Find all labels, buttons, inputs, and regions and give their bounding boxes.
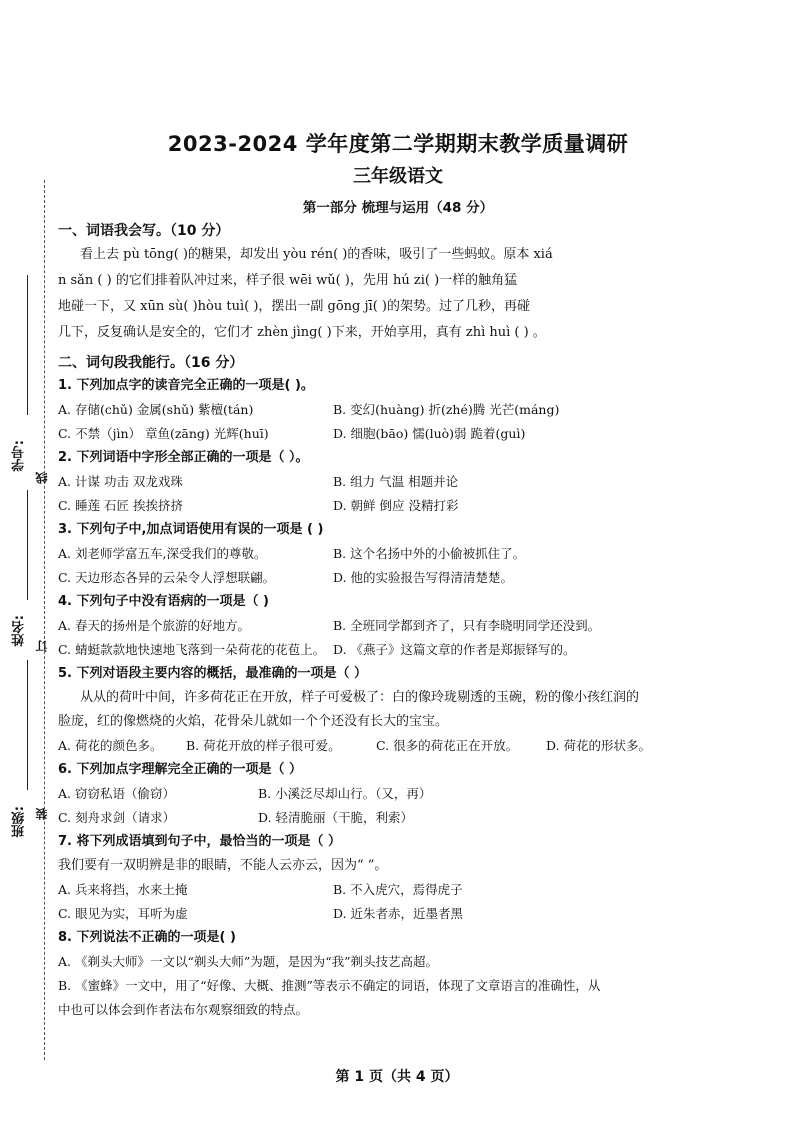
option-d: D. 近朱者赤，近墨者黑 — [333, 906, 464, 921]
option-d: D. 轻清脆丽（干脆，利索） — [258, 810, 414, 825]
question-5-options — [58, 734, 738, 758]
class-label: 班级: — [12, 806, 27, 838]
binding-dashed-line — [44, 180, 45, 1060]
option-c: C. 眼见为实，耳听为虚 — [58, 906, 188, 921]
binding-margin — [0, 0, 60, 1124]
option-c: C. 睡莲 石匠 挨挨挤挤 — [58, 498, 184, 513]
binding-mark-ding: 订 — [35, 640, 49, 652]
exam-title: 2023-2024 学年度第二学期期末教学质量调研 — [167, 132, 629, 156]
option-a: A. 计谋 功击 双龙戏珠 — [58, 474, 183, 489]
name-label: 姓名: — [12, 615, 27, 647]
question-1-options — [58, 398, 738, 422]
page-number: 第 1 页（共 4 页） — [335, 1069, 459, 1085]
section1-line: 地碰一下，又 xūn sù( )hòu tuì( )，摆出一副 gōng jī( )的架势。过了几秒，再碰 — [58, 299, 530, 314]
question-5-passage: 从从的荷叶中间，许多荷花正在开放，样子可爱极了：白的像玲珑剔透的玉碗，粉的像小孩红润的 — [80, 690, 640, 705]
option-b: B. 全班同学都到齐了，只有李晓明同学还没到。 — [333, 618, 601, 633]
question-8-stem: 8. 下列说法不正确的一项是( ) — [58, 930, 236, 945]
option-d: D. 荷花的形状多。 — [546, 738, 652, 753]
question-4-options — [58, 638, 738, 662]
section1-line: 几下，反复确认是安全的，它们才 zhèn jìng( )下来，开始享用，真有 zhì huì ( ) 。 — [58, 325, 546, 340]
section2-heading: 二、词句段我能行。（16 分） — [58, 355, 244, 371]
option-c: C. 天边形态各异的云朵令人浮想联翩。 — [58, 570, 276, 585]
question-7-stem: 7. 将下列成语填到句子中，最恰当的一项是（ ） — [58, 834, 342, 849]
student-id-label: 学号: — [12, 440, 27, 472]
question-6-options — [58, 782, 738, 806]
option-b: B. 荷花开放的样子很可爱。 — [186, 738, 341, 753]
option-b: B. 《蜜蜂》一文中，用了“好像、大概、推测”等表示不确定的词语，体现了文章语言的准确性，从 — [58, 978, 601, 993]
option-b: B. 组力 气温 相题并论 — [333, 474, 459, 489]
question-2-options — [58, 470, 738, 494]
option-a: A. 荷花的颜色多。 — [58, 738, 163, 753]
name-line — [27, 490, 28, 600]
question-6-options — [58, 806, 738, 830]
option-b-continued: 中也可以体会到作者法布尔观察细致的特点。 — [58, 1002, 309, 1017]
question-6-stem: 6. 下列加点字理解完全正确的一项是（ ） — [58, 762, 303, 777]
option-b: B. 不入虎穴，焉得虎子 — [333, 882, 463, 897]
option-c: C. 蜻蜓款款地快速地飞落到一朵荷花的花苞上。 — [58, 642, 326, 657]
question-1-options — [58, 422, 738, 446]
question-3-options — [58, 566, 738, 590]
part-heading: 第一部分 梳理与运用（48 分） — [302, 200, 494, 216]
option-a: A. 窃窃私语（偷窃） — [58, 786, 175, 801]
option-d: D. 《燕子》这篇文章的作者是郑振铎写的。 — [333, 642, 576, 657]
question-3-stem: 3. 下列句子中,加点词语使用有误的一项是 ( ) — [58, 522, 324, 537]
question-5-stem: 5. 下列对语段主要内容的概括，最准确的一项是（ ） — [58, 666, 368, 681]
option-b: B. 变幻(huàng) 折(zhé)腾 光芒(máng) — [333, 402, 560, 417]
option-b: B. 小溪泛尽却山行。（又，再） — [258, 786, 432, 801]
question-4-stem: 4. 下列句子中没有语病的一项是（ ) — [58, 594, 269, 609]
exam-subtitle: 三年级语文 — [353, 166, 443, 187]
question-1-stem: 1. 下列加点字的读音完全正确的一项是( )。 — [58, 378, 314, 393]
option-c: C. 很多的荷花正在开放。 — [376, 738, 519, 753]
question-7-options — [58, 902, 738, 926]
question-7-sentence: 我们要有一双明辨是非的眼睛，不能人云亦云，因为“ ”。 — [58, 858, 388, 873]
question-2-stem: 2. 下列词语中字形全部正确的一项是（ ）。 — [58, 450, 309, 465]
option-c: C. 刻舟求剑（请求） — [58, 810, 176, 825]
binding-mark-line: 线 — [35, 472, 49, 484]
option-d: D. 细胞(bāo) 懦(luò)弱 跪着(guì) — [333, 426, 526, 441]
option-d: D. 朝鲜 倒应 没精打彩 — [333, 498, 459, 513]
question-4-options — [58, 614, 738, 638]
option-c: C. 不禁（jìn） 章鱼(zāng) 光辉(huī) — [58, 426, 269, 441]
option-a: A. 春天的扬州是个旅游的好地方。 — [58, 618, 250, 633]
exam-page-content — [58, 128, 738, 1022]
option-d: D. 他的实验报告写得清清楚楚。 — [333, 570, 514, 585]
student-id-line — [27, 275, 28, 415]
binding-mark-zhuang: 装 — [35, 808, 49, 820]
option-a: A. 《剃头大师》一文以“剃头大师”为题，是因为“我”剃头技艺高超。 — [58, 954, 439, 969]
option-a: A. 存储(chǔ) 金属(shǔ) 紫檀(tán) — [58, 402, 254, 417]
question-2-options — [58, 494, 738, 518]
option-a: A. 兵来将挡，水来土掩 — [58, 882, 188, 897]
section1-heading: 一、词语我会写。（10 分） — [58, 223, 230, 239]
question-5-passage: 脸庞，红的像燃烧的火焰，花骨朵儿就如一个个还没有长大的宝宝。 — [58, 714, 449, 729]
question-7-options — [58, 878, 738, 902]
question-3-options — [58, 542, 738, 566]
option-b: B. 这个名扬中外的小偷被抓住了。 — [333, 546, 526, 561]
class-line — [27, 660, 28, 790]
section1-line: n sǎn ( ) 的它们排着队冲过来，样子很 wēi wǔ( )，先用 hú zi( )一样的触角猛 — [58, 273, 518, 288]
option-a: A. 刘老师学富五车,深受我们的尊敬。 — [58, 546, 267, 561]
section1-line: 看上去 pù tōng( )的糖果，却发出 yòu rén( )的香味，吸引了一些蚂蚁。原本 xiá — [80, 247, 553, 262]
